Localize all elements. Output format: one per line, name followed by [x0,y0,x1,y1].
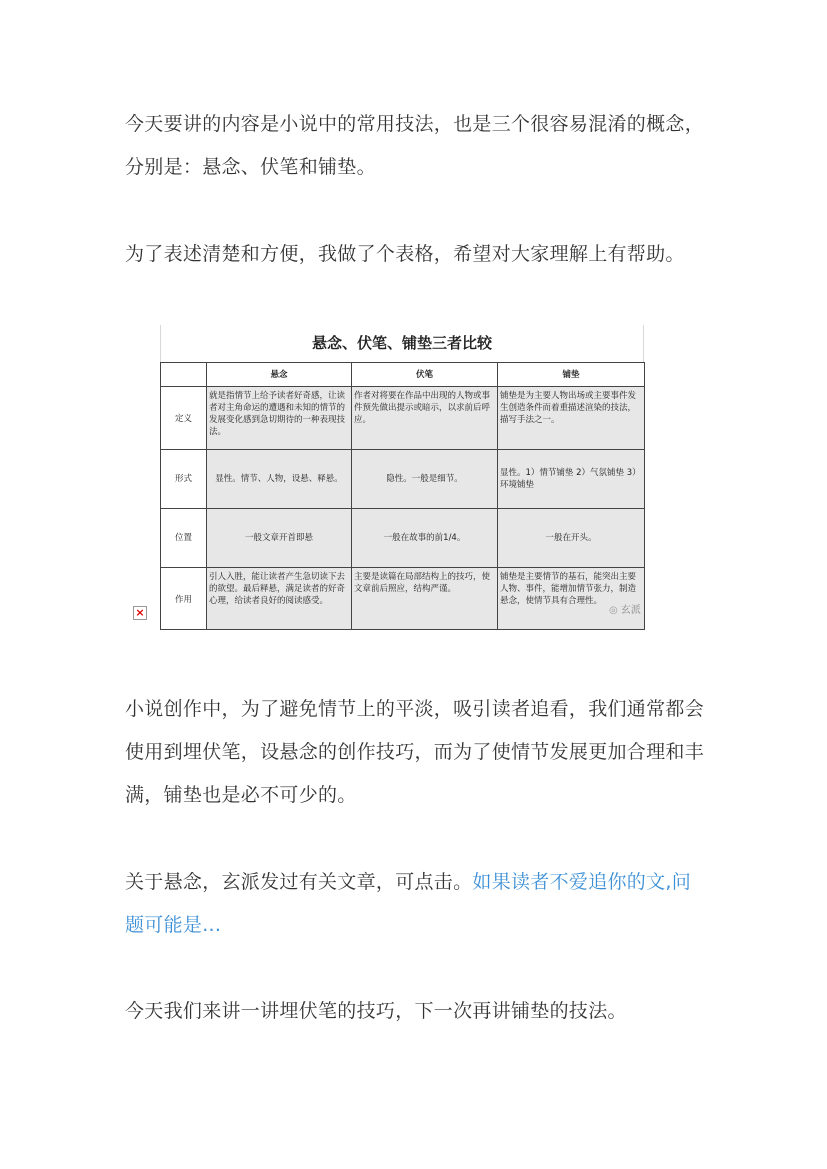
comparison-table [160,362,645,630]
table-cell: 显性。情节、人物，设悬、释悬。 [207,450,352,509]
body-paragraph: 小说创作中，为了避免情节上的平淡，吸引读者追看，我们通常都会使用到埋伏笔，设悬念的创作技巧，而为了使情节发展更加合理和丰满，铺垫也是必不可少的。 [125,698,705,806]
watermark-text: 玄派 [620,605,641,616]
intro-paragraph: 今天要讲的内容是小说中的常用技法，也是三个很容易混淆的概念，分别是：悬念、伏笔和铺垫。 [125,113,705,178]
table-intro-paragraph: 为了表述清楚和方便，我做了个表格，希望对大家理解上有帮助。 [125,243,685,265]
table-header-groundwork: 铺垫 [498,363,645,387]
table-cell: 作者对将要在作品中出现的人物或事件预先做出提示或暗示，以求前后呼应。 [352,387,498,450]
table-cell: 隐性。一般是细节。 [352,450,498,509]
table-cell: 铺垫是为主要人物出场或主要事件发生创造条件而着重描述渲染的技法，描写手法之一。 [498,387,645,450]
table-row [161,450,645,509]
row-label: 位置 [161,509,207,568]
table-cell: 一般文章开首即悬 [207,509,352,568]
table-cell: 铺垫是主要情节的基石，能突出主要人物、事件，能增加情节张力，制造悬念，使情节具有合理性。 [498,568,645,630]
related-article-paragraph [125,861,710,947]
table-cell: 引人入胜，能让读者产生急切读下去的欲望。最后释悬，满足读者的好奇心理，给读者良好的阅读感受。 [207,568,352,630]
table-row [161,509,645,568]
table-header-foreshadow: 伏笔 [352,363,498,387]
wechat-icon: ◎ [609,605,618,616]
broken-image-icon: × [133,606,147,620]
table-header-suspense: 悬念 [207,363,352,387]
table-cell: 一般在开头。 [498,509,645,568]
table-cell: 主要是读篇在局部结构上的技巧，使文章前后照应，结构严谨。 [352,568,498,630]
table-row [161,387,645,450]
related-article-link[interactable]: 如果读者不爱追你的文,问题可能是... [125,871,692,936]
row-label: 定义 [161,387,207,450]
table-title: 悬念、伏笔、铺垫三者比较 [160,325,644,362]
row-label: 形式 [161,450,207,509]
watermark [609,601,641,616]
table-cell: 就是指情节上给予读者好奇感，让读者对主角命运的遭遇和未知的情节的发展变化感到急切期待的一种表现技法。 [207,387,352,450]
row-label: 作用 [161,568,207,630]
table-cell: 显性。1）情节铺垫 2）气氛铺垫 3）环境铺垫 [498,450,645,509]
table-cell: 一般在故事的前1/4。 [352,509,498,568]
table-row [161,568,645,630]
related-text: 关于悬念，玄派发过有关文章，可点击。 [125,871,473,893]
comparison-table-image [160,325,644,628]
closing-paragraph: 今天我们来讲一讲埋伏笔的技巧，下一次再讲铺垫的技法。 [125,1000,627,1022]
table-header-empty [161,363,207,387]
